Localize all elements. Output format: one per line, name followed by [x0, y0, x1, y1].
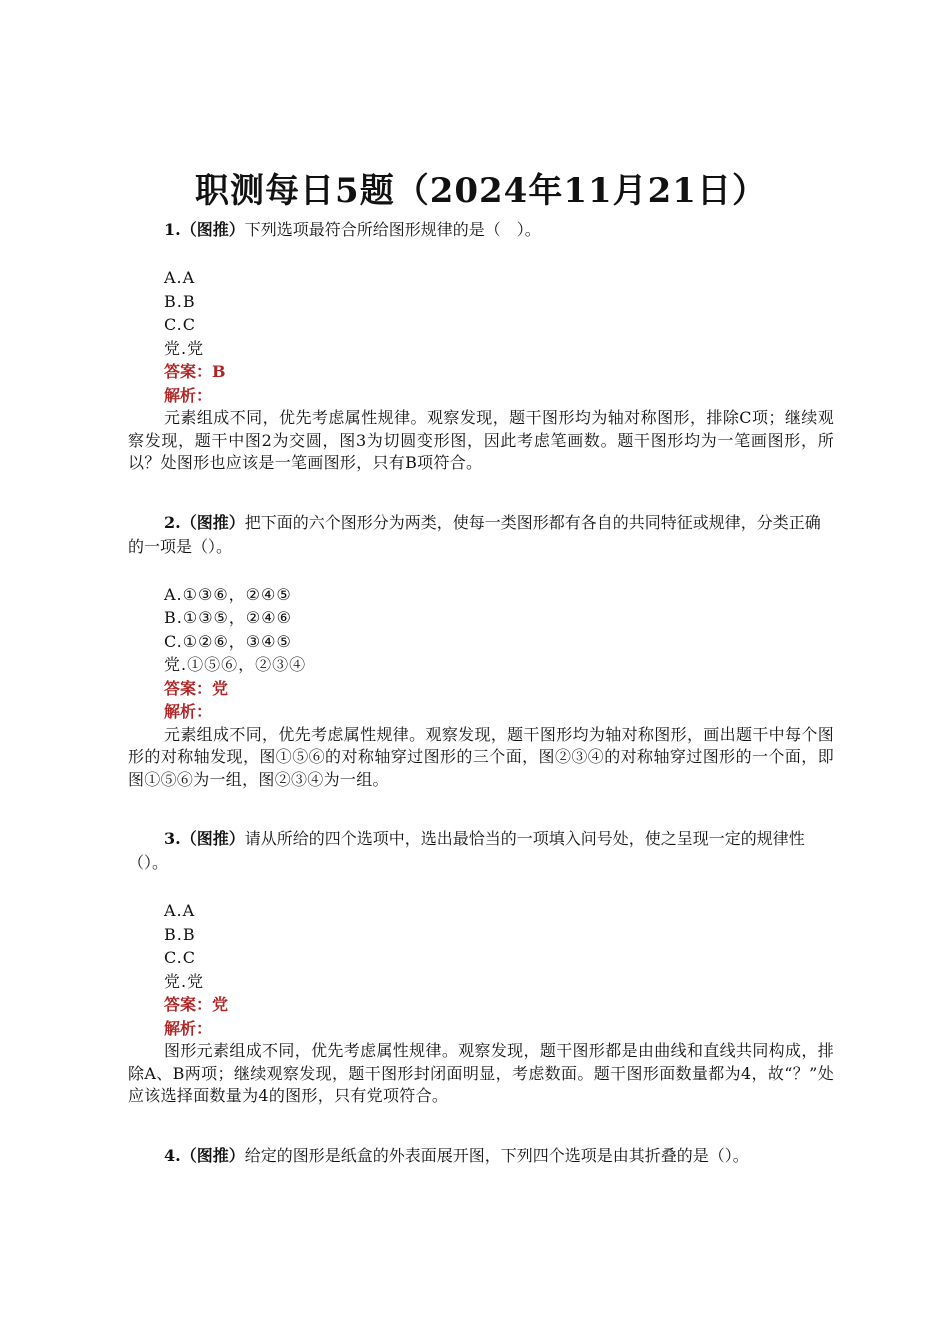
answer-text: 答案：党: [164, 678, 229, 698]
question-text: 下列选项最符合所给图形规律的是（ ）。: [244, 220, 541, 239]
question-3: [128, 827, 834, 1108]
question-number: 1.: [164, 220, 181, 239]
question-2: [128, 511, 834, 792]
question-text: 给定的图形是纸盒的外表面展开图，下列四个选项是由其折叠的是（）。: [244, 1145, 749, 1165]
option-list: [164, 899, 834, 993]
spacer: [128, 475, 834, 511]
option-c: C.①②⑥，③④⑤: [164, 631, 292, 651]
question-number: 4.: [164, 1145, 181, 1165]
analysis-label: 解析：: [164, 385, 213, 405]
page-title: 职测每日5题（2024年11月21日）: [195, 171, 767, 211]
question-stem: [128, 1144, 834, 1168]
analysis-text: 元素组成不同，优先考虑属性规律。观察发现，题干图形均为轴对称图形，排除C项；继续观察发现，题干中图2为交圆，图3为切圆变形图，因此考虑笔画数。题干图形均为一笔画图形，所以？处图形也应该是一笔画图形，只有B项符合。: [128, 408, 834, 472]
option-d: 党.党: [164, 971, 205, 991]
option-b: B.B: [164, 291, 196, 311]
spacer: [128, 791, 834, 827]
question-stem: [128, 827, 834, 875]
answer-text: 答案：党: [164, 995, 229, 1014]
question-text: 请从所给的四个选项中，选出最恰当的一项填入问号处，使之呈现一定的规律性（）。: [128, 829, 805, 872]
analysis-text: 图形元素组成不同，优先考虑属性规律。观察发现，题干图形都是由曲线和直线共同构成，排除A、B两项；继续观察发现，题干图形封闭面明显，考虑数面。题干图形面数量都为4，故“？”处应该选择面数量为4的图形，只有党项符合。: [128, 1041, 834, 1105]
option-d: 党.①⑤⑥，②③④: [164, 655, 307, 674]
analysis-text: 元素组成不同，优先考虑属性规律。观察发现，题干图形均为轴对称图形，画出题干中每个图形的对称轴发现，图①⑤⑥的对称轴穿过图形的三个面，图②③④的对称轴穿过图形的一个面，即图①⑤⑥为一组，图②③④为一组。: [128, 724, 834, 789]
option-list: [164, 266, 834, 360]
question-tag: （图推）: [180, 829, 245, 848]
question-number: 3.: [164, 829, 181, 848]
question-stem: [128, 511, 834, 559]
question-tag: （图推）: [180, 512, 245, 532]
option-a: A.①③⑥，②④⑤: [164, 584, 292, 604]
analysis-label: 解析：: [164, 1018, 213, 1038]
question-tag: （图推）: [180, 1145, 245, 1165]
option-c: C.C: [164, 315, 196, 334]
question-number: 2.: [164, 512, 181, 532]
option-b: B.①③⑤，②④⑥: [164, 608, 292, 627]
question-stem: [128, 218, 834, 242]
option-list: [164, 583, 834, 677]
option-a: A.A: [164, 901, 196, 920]
option-d: 党.党: [164, 338, 205, 358]
spacer: [128, 1108, 834, 1144]
answer-text: 答案：B: [164, 362, 226, 381]
question-tag: （图推）: [180, 220, 245, 239]
option-b: B.B: [164, 924, 196, 944]
question-text: 把下面的六个图形分为两类，使每一类图形都有各自的共同特征或规律，分类正确的一项是（）。: [128, 512, 821, 556]
analysis-label: 解析：: [164, 702, 213, 721]
question-4: [128, 1144, 834, 1168]
option-a: A.A: [164, 268, 196, 287]
option-c: C.C: [164, 948, 196, 967]
question-1: [128, 218, 834, 475]
document-page: [128, 168, 834, 1168]
